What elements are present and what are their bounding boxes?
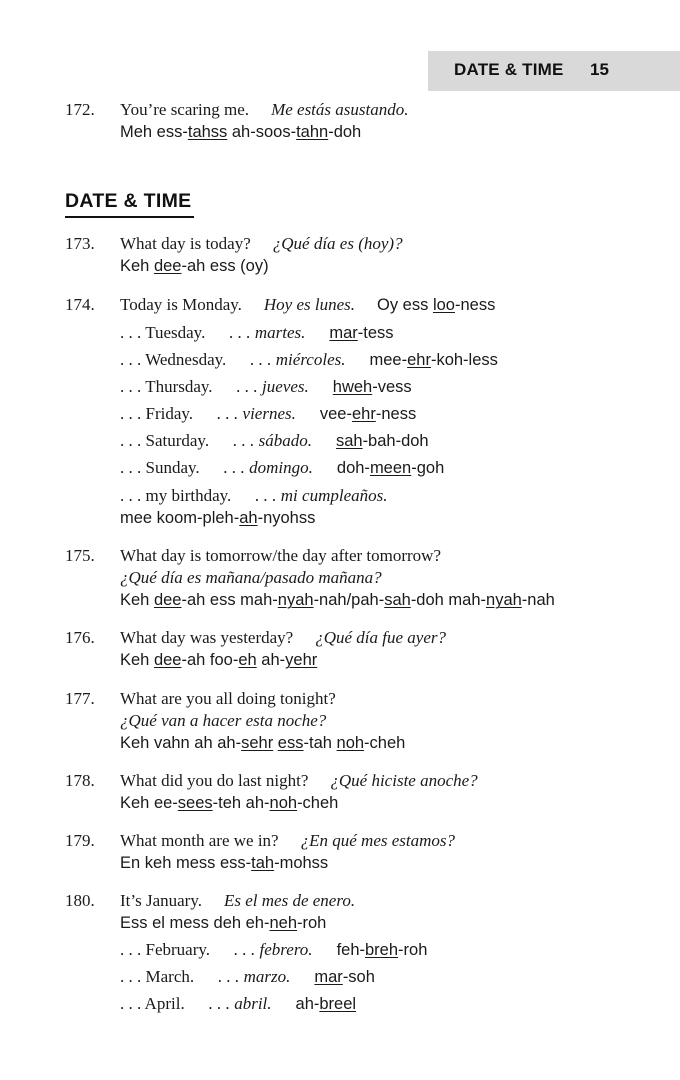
pron-stressed: ess [277,734,304,752]
pron-part: ah- [295,995,320,1013]
entry-number: 179. [65,831,95,850]
entry-number: 176. [65,628,95,647]
pron-part: feh- [336,941,365,959]
spanish-phrase: Es el mes de enero. [224,891,356,910]
english-phrase: What day is tomorrow/the day after tomorrow? [120,546,442,565]
pronunciation [120,853,328,873]
english-phrase: . . . Sunday. [120,458,200,477]
pron-part: -roh [297,914,327,932]
entry-number: 177. [65,689,95,708]
spanish-phrase: . . . martes. [229,323,306,342]
english-phrase: . . . Wednesday. [120,350,227,369]
english-phrase: . . . my birthday. [120,486,232,505]
pron-stressed: sehr [241,734,274,752]
pron-stressed: breel [319,995,357,1013]
pron-stressed: noh [336,734,365,752]
pronunciation [120,590,555,610]
pron-stressed: sah [335,432,363,450]
pronunciation [377,296,495,314]
pron-stressed: mar [329,324,358,342]
english-phrase: . . . Thursday. [120,377,213,396]
pron-part: mee koom-pleh- [120,509,240,527]
pronunciation [120,913,326,933]
pronunciation [120,793,338,813]
pronunciation [336,432,429,450]
english-phrase: . . . Saturday. [120,431,210,450]
pron-part: ah- [256,651,286,669]
pron-part: En keh mess ess- [120,854,252,872]
english-phrase: You’re scaring me. [120,100,250,119]
spanish-phrase: . . . abril. [208,994,272,1013]
pronunciation [120,508,315,528]
pron-stressed: tahss [187,123,228,141]
pron-part: -tess [357,324,394,342]
pron-part: mee- [369,351,408,369]
spanish-phrase: . . . jueves. [236,377,309,396]
spanish-phrase: Me estás asustando. [271,100,409,119]
sub-phrase-line [120,967,375,987]
phrase-line [120,891,355,911]
pron-stressed: nyah [277,591,314,609]
pron-part: -doh [328,123,362,141]
page-number: 15 [590,60,609,79]
english-phrase: It’s January. [120,891,202,910]
pron-part: Keh [120,591,154,609]
sub-phrase-line [120,431,429,451]
pron-stressed: dee [153,257,182,275]
pronunciation [120,733,405,753]
pronunciation [296,995,357,1013]
english-phrase: What did you do last night? [120,771,309,790]
entry-number: 172. [65,100,95,119]
pron-part: -nyohss [257,509,316,527]
sub-phrase-line [120,994,356,1014]
pron-part: vee- [319,405,352,423]
entry-number: 174. [65,295,95,314]
sub-phrase-line [120,404,416,424]
pron-part: -bah-doh [362,432,429,450]
pron-stressed: tah [251,854,275,872]
pron-stressed: dee [153,651,182,669]
pron-stressed: noh [269,794,298,812]
spanish-phrase: ¿Qué van a hacer esta noche? [120,711,327,730]
pron-part: -nah/pah- [313,591,385,609]
pron-part: ah-soos- [227,123,297,141]
pron-part: -ah ess (oy) [181,257,269,275]
sub-phrase-line [120,323,394,343]
pron-stressed: tahn [296,123,329,141]
spanish-phrase: . . . sábado. [233,431,312,450]
pron-part: doh- [336,459,370,477]
section-underline [65,216,194,218]
entry-number: 180. [65,891,95,910]
entry-number: 173. [65,234,95,253]
spanish-phrase: . . . marzo. [218,967,291,986]
pron-stressed: hweh [332,378,373,396]
pron-part: -cheh [364,734,406,752]
phrase-line [120,689,336,709]
entry-number: 175. [65,546,95,565]
english-phrase: . . . Tuesday. [120,323,206,342]
pronunciation [370,351,498,369]
pron-part: -teh ah- [212,794,270,812]
spanish-phrase: . . . febrero. [234,940,313,959]
phrase-line [120,100,408,120]
spanish-phrase: ¿Qué día fue ayer? [315,628,447,647]
section-heading: DATE & TIME [65,190,192,212]
pronunciation [337,459,444,477]
pron-part: -nah [521,591,555,609]
entry-number: 178. [65,771,95,790]
pron-part: Keh vahn ah ah- [120,734,242,752]
pron-part: -koh-less [430,351,498,369]
english-phrase: . . . Friday. [120,404,194,423]
english-phrase: . . . March. [120,967,195,986]
pron-stressed: mar [314,968,343,986]
english-phrase: Today is Monday. [120,295,242,314]
pronunciation [314,968,375,986]
phrase-line [120,295,495,315]
sub-phrase-line [120,350,498,370]
pron-part: Keh [120,257,154,275]
sub-phrase-line [120,940,427,960]
pronunciation [333,378,412,396]
pron-part: Keh [120,651,154,669]
phrase-line [120,234,403,254]
pron-part: -soh [342,968,375,986]
spanish-phrase: ¿En qué mes estamos? [300,831,456,850]
spanish-phrase: ¿Qué día es (hoy)? [272,234,403,253]
pron-stressed: breh [365,941,399,959]
pron-part: -roh [398,941,428,959]
pron-stressed: eh [238,651,257,669]
pron-part: -mohss [274,854,329,872]
pron-stressed: dee [153,591,182,609]
pron-stressed: ehr [351,405,376,423]
pronunciation [337,941,428,959]
pron-part: Ess el mess deh eh- [120,914,270,932]
phrase-line [120,546,441,566]
pron-stressed: ah [239,509,258,527]
pronunciation [329,324,393,342]
pron-part: -cheh [297,794,339,812]
pron-part: Oy ess [377,296,433,314]
english-phrase: What day was yesterday? [120,628,294,647]
pron-stressed: nyah [486,591,522,609]
pron-stressed: yehr [285,651,318,669]
phrase-line [120,628,446,648]
pron-part: -ah ess mah- [181,591,278,609]
english-phrase: What month are we in? [120,831,279,850]
pron-stressed: sees [177,794,213,812]
english-phrase: . . . April. [120,994,185,1013]
pronunciation [120,122,361,142]
pron-part: -ah foo- [181,651,239,669]
pron-part: Meh ess- [120,123,188,141]
pron-part: -ness [375,405,417,423]
pronunciation [320,405,416,423]
pron-part: -ness [454,296,496,314]
running-header-title: DATE & TIME [454,60,564,79]
sub-phrase-line [120,377,412,397]
pron-stressed: neh [269,914,298,932]
spanish-phrase: . . . miércoles. [250,350,346,369]
pronunciation [120,256,269,276]
phrase-line [120,771,478,791]
english-phrase: What are you all doing tonight? [120,689,336,708]
pron-part: -doh mah- [410,591,487,609]
pron-stressed: sah [384,591,411,609]
spanish-phrase: . . . mi cumpleaños. [255,486,388,505]
english-phrase: . . . February. [120,940,211,959]
pronunciation [120,650,317,670]
pron-part: Keh ee- [120,794,178,812]
sub-phrase-line [120,458,444,478]
pron-stressed: loo [432,296,455,314]
pron-stressed: meen [369,459,412,477]
pron-part: -vess [372,378,412,396]
spanish-phrase: . . . domingo. [223,458,313,477]
spanish-phrase: ¿Qué hiciste anoche? [330,771,478,790]
sub-phrase-line [120,486,388,506]
spanish-phrase: . . . viernes. [217,404,296,423]
phrase-line [120,831,455,851]
pron-part: -tah [303,734,337,752]
spanish-phrase: ¿Qué día es mañana/pasado mañana? [120,568,382,587]
english-phrase: What day is today? [120,234,251,253]
pron-stressed: ehr [407,351,431,369]
pron-part: -goh [411,459,445,477]
spanish-phrase: Hoy es lunes. [263,295,356,314]
